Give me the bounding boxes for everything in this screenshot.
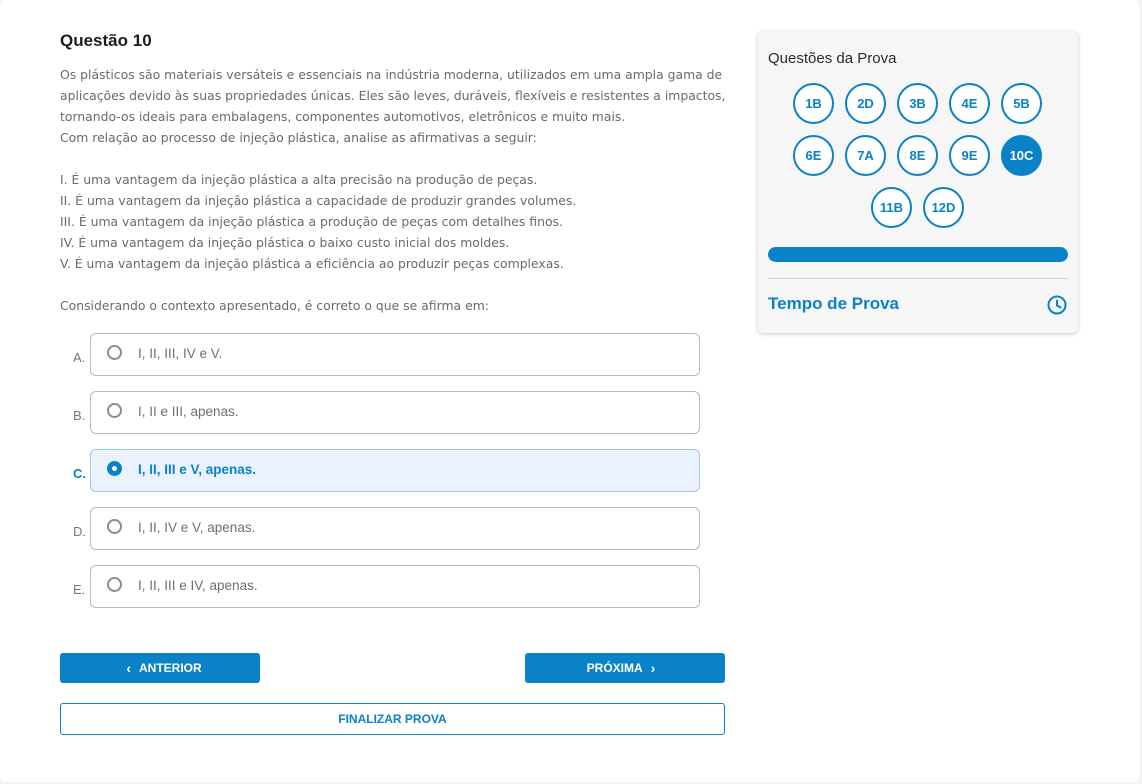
question-paragraph: Os plásticos são materiais versáteis e essenciais na indústria moderna, utilizados em uma ampla gama de aplicações devido às suas propriedades únicas. Eles são leves, duráveis, flexíveis e resistentes a impactos, tornando-os ideais para embalagens, componentes automotivos, eletrônicos e muito mais. (60, 67, 726, 124)
clock-icon[interactable] (1046, 294, 1068, 316)
chevron-right-icon: › (650, 660, 656, 676)
question-nav-6e[interactable]: 6E (793, 135, 834, 176)
question-nav-4e[interactable]: 4E (949, 83, 990, 124)
option-letter: C. (73, 466, 86, 481)
statement: II. É uma vantagem da injeção plástica a capacidade de produzir grandes volumes. (60, 193, 577, 208)
option-b-box[interactable] (90, 391, 700, 434)
option-text: I, II e III, apenas. (138, 404, 239, 419)
radio-button[interactable] (107, 345, 122, 360)
question-nav-3b[interactable]: 3B (897, 83, 938, 124)
option-e (60, 565, 700, 608)
option-letter: B. (73, 408, 86, 423)
option-text: I, II, III e V, apenas. (138, 462, 257, 477)
progress-bar (768, 247, 1068, 262)
statement: III. É uma vantagem da injeção plástica a produção de peças com detalhes finos. (60, 214, 563, 229)
radio-button[interactable] (107, 577, 122, 592)
option-letter: E. (73, 582, 86, 597)
option-d-box[interactable] (90, 507, 700, 550)
option-a (60, 333, 700, 376)
divider (768, 278, 1068, 279)
option-text: I, II, IV e V, apenas. (138, 520, 256, 535)
question-body (60, 64, 730, 316)
statement: I. É uma vantagem da injeção plástica a alta precisão na produção de peças. (60, 172, 538, 187)
option-d (60, 507, 700, 550)
question-nav-12d[interactable]: 12D (923, 187, 964, 228)
progress-fill (768, 247, 1068, 262)
finish-label: FINALIZAR PROVA (338, 712, 447, 726)
question-nav-5b[interactable]: 5B (1001, 83, 1042, 124)
statement: V. É uma vantagem da injeção plástica a eficiência ao produzir peças complexas. (60, 256, 564, 271)
statement: IV. É uma vantagem da injeção plástica o baixo custo inicial dos moldes. (60, 235, 510, 250)
question-nav-9e[interactable]: 9E (949, 135, 990, 176)
question-nav-2d[interactable]: 2D (845, 83, 886, 124)
radio-button[interactable] (107, 403, 122, 418)
next-button[interactable] (525, 653, 725, 683)
option-text: I, II, III, IV e V. (138, 346, 223, 361)
radio-button-selected[interactable] (107, 461, 122, 476)
question-nav-8e[interactable]: 8E (897, 135, 938, 176)
option-e-box[interactable] (90, 565, 700, 608)
question-nav-11b[interactable]: 11B (871, 187, 912, 228)
radio-button[interactable] (107, 519, 122, 534)
question-paragraph: Com relação ao processo de injeção plástica, analise as afirmativas a seguir: (60, 130, 537, 145)
option-b (60, 391, 700, 434)
question-nav-1b[interactable]: 1B (793, 83, 834, 124)
question-nav-7a[interactable]: 7A (845, 135, 886, 176)
previous-label: ANTERIOR (139, 661, 202, 675)
option-letter: D. (73, 524, 86, 539)
option-c-box[interactable] (90, 449, 700, 492)
previous-button[interactable] (60, 653, 260, 683)
option-c (60, 449, 700, 492)
panel-title: Questões da Prova (768, 50, 897, 67)
finish-exam-button[interactable] (60, 703, 725, 735)
next-label: PRÓXIMA (586, 661, 643, 675)
question-title: Questão 10 (60, 31, 152, 50)
question-nav-10c-active[interactable]: 10C (1001, 135, 1042, 176)
option-text: I, II, III e IV, apenas. (138, 578, 258, 593)
option-letter: A. (73, 350, 86, 365)
chevron-left-icon: ‹ (126, 660, 131, 676)
questions-panel (758, 31, 1078, 333)
option-a-box[interactable] (90, 333, 700, 376)
exam-timer-label: Tempo de Prova (768, 294, 899, 313)
question-prompt: Considerando o contexto apresentado, é correto o que se afirma em: (60, 298, 489, 313)
